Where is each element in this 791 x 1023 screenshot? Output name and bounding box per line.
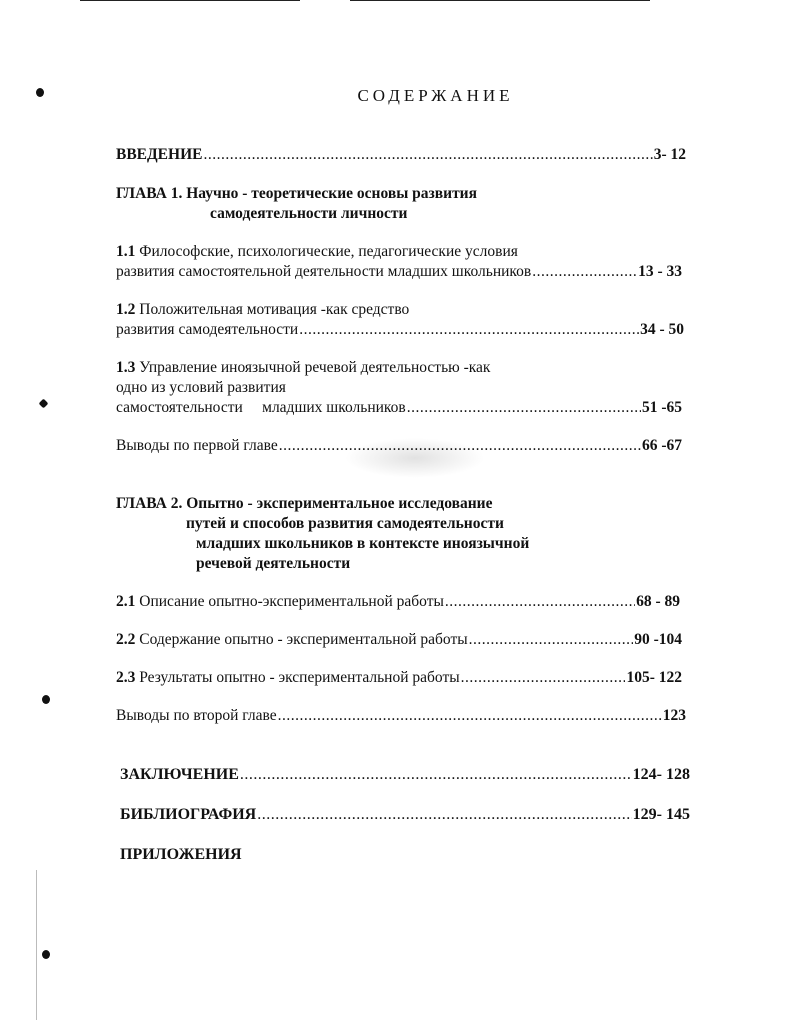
chapter1-heading bbox=[116, 184, 676, 224]
chapter1-line1: Научно - теоретические основы развития bbox=[186, 185, 478, 202]
conclusion-pages: 123 bbox=[662, 707, 686, 724]
toc-section-2-2 bbox=[116, 630, 682, 650]
toc-section-2-3 bbox=[116, 668, 682, 688]
toc-section-1-2 bbox=[116, 300, 684, 340]
section-pages: 51 -65 bbox=[641, 399, 682, 416]
toc-intro-pages: 3- 12 bbox=[653, 146, 686, 163]
toc-chapter2-conclusion bbox=[116, 706, 686, 726]
section-num: 1.3 bbox=[116, 359, 136, 376]
toc-conclusion bbox=[120, 765, 690, 785]
conclusion-label: Выводы по первой главе bbox=[116, 437, 278, 454]
section-pages: 13 - 33 bbox=[638, 263, 682, 280]
chapter2-line2: путей и способов развития самодеятельности bbox=[186, 515, 504, 532]
toc-intro-label: ВВЕДЕНИЕ bbox=[116, 146, 203, 163]
scan-top-line-2 bbox=[350, 0, 650, 1]
toc-leader bbox=[407, 398, 641, 418]
chapter2-num: ГЛАВА 2. bbox=[116, 495, 183, 512]
toc-chapter1-conclusion bbox=[116, 436, 682, 456]
chapter1-num: ГЛАВА 1. bbox=[116, 185, 183, 202]
toc-conclusion-label: ЗАКЛЮЧЕНИЕ bbox=[120, 766, 239, 783]
section-label: Результаты опытно - экспериментальной работы bbox=[139, 669, 460, 686]
scan-top-line bbox=[80, 0, 300, 1]
section-num: 2.3 bbox=[116, 669, 136, 686]
toc-appendix-label: ПРИЛОЖЕНИЯ bbox=[120, 846, 242, 863]
toc-bibliography-pages: 129- 145 bbox=[632, 806, 690, 823]
toc-leader bbox=[257, 805, 631, 825]
toc-leader bbox=[532, 262, 637, 282]
toc-section-1-3 bbox=[116, 358, 682, 418]
toc-leader bbox=[278, 706, 662, 726]
section-line2: одно из условий развития bbox=[116, 379, 286, 396]
toc-leader bbox=[279, 436, 641, 456]
toc-leader bbox=[469, 630, 634, 650]
section-line1: Положительная мотивация -как средство bbox=[139, 301, 410, 318]
section-num: 2.1 bbox=[116, 593, 136, 610]
chapter2-line3: младших школьников в контексте иноязычной bbox=[196, 535, 530, 552]
toc-section-2-1 bbox=[116, 592, 680, 612]
chapter2-line1: Опытно - экспериментальное исследование bbox=[186, 495, 493, 512]
section-label: Описание опытно-экспериментальной работы bbox=[139, 593, 444, 610]
scan-left-line bbox=[36, 870, 37, 1020]
section-line1: Философские, психологические, педагогические условия bbox=[139, 243, 518, 260]
toc-leader bbox=[203, 145, 652, 165]
toc-section-1-1 bbox=[116, 242, 682, 282]
section-line3: самостоятельности младших школьников bbox=[116, 399, 406, 416]
section-pages: 68 - 89 bbox=[636, 593, 680, 610]
section-pages: 105- 122 bbox=[626, 669, 682, 686]
section-num: 1.2 bbox=[116, 301, 136, 318]
toc-bibliography-label: БИБЛИОГРАФИЯ bbox=[120, 806, 257, 823]
section-line1: Управление иноязычной речевой деятельностью -как bbox=[139, 359, 491, 376]
section-label: Содержание опытно - экспериментальной работы bbox=[139, 631, 468, 648]
section-pages: 90 -104 bbox=[634, 631, 682, 648]
punch-hole-mark bbox=[42, 950, 50, 959]
toc-leader bbox=[240, 765, 632, 785]
chapter2-heading bbox=[116, 494, 676, 574]
page-title: СОДЕРЖАНИЕ bbox=[357, 86, 514, 105]
section-pages: 34 - 50 bbox=[640, 321, 684, 338]
section-line2: развития самодеятельности bbox=[116, 321, 299, 338]
section-num: 2.2 bbox=[116, 631, 136, 648]
toc-conclusion-pages: 124- 128 bbox=[632, 766, 690, 783]
punch-hole-mark bbox=[42, 695, 50, 704]
section-line2: развития самостоятельной деятельности младших школьников bbox=[116, 263, 532, 280]
toc-leader bbox=[299, 320, 639, 340]
section-num: 1.1 bbox=[116, 243, 136, 260]
conclusion-pages: 66 -67 bbox=[641, 437, 682, 454]
toc-bibliography bbox=[120, 805, 690, 825]
toc-leader bbox=[461, 668, 626, 688]
toc-leader bbox=[445, 592, 635, 612]
conclusion-label: Выводы по второй главе bbox=[116, 707, 277, 724]
punch-hole-mark bbox=[39, 399, 49, 409]
toc-intro bbox=[116, 145, 686, 165]
chapter2-line4: речевой деятельности bbox=[196, 555, 351, 572]
chapter1-line2: самодеятельности личности bbox=[210, 205, 408, 222]
